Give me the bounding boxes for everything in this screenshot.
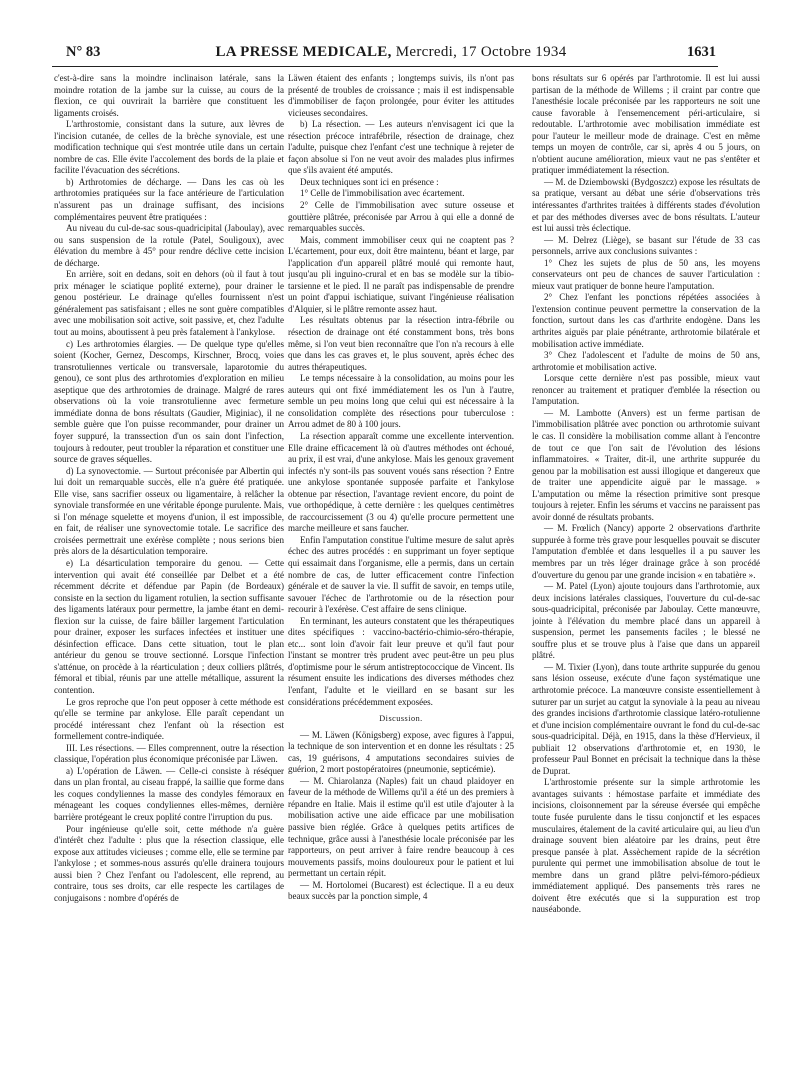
header-rule	[52, 66, 718, 67]
column-middle	[288, 73, 514, 1073]
paragraph: 2° Chez l'enfant les ponctions répétées associées à l'extension continue peuvent permettre la conservation de la fonction, surtout dans les cas d'arthrite endogène. Dans les arthrites aiguës par plaie pénétrante, arthrotomie bilatérale et mobilisation active immédiate.	[532, 292, 760, 349]
paragraph: — M. Tixier (Lyon), dans toute arthrite suppurée du genou sans lésion osseuse, exécute d'une façon systématique une arthrotomie précoce. La manœuvre consiste essentiellement à suturer par un surjet au catgut la synoviale à la peau au niveau des grandes incisions d'arthrotomie classique latéro-rotulienne et d'une incision complémentaire ouvrant le fond du cul-de-sac sous-quadricipital. Déjà, en 1915, dans la thèse d'Hervieux, il publiait 12 observations d'arthrotomie et, en 1930, le professeur Paul Bonnet en précisait la technique dans la thèse de Duprat.	[532, 661, 760, 776]
section-heading: Discussion.	[379, 714, 423, 724]
paragraph: Les résultats obtenus par la résection intra-fébrile ou résection de drainage ont été constamment bons, très bons même, si l'on veut bien reconnaître que l'on n'a recours à elle que dans les cas graves et, le plus souvent, après échec des autres thérapeutiques.	[288, 315, 514, 372]
paragraph: — M. Patel (Lyon) ajoute toujours dans l'arthrotomie, aux deux incisions latérales classiques, l'ouverture du cul-de-sac sous-quadricipital, préconisée par Jaboulay. Cette manœuvre, jointe à l'élévation du membre placé dans un appareil à suspension, permet les pansements faciles ; le blessé ne souffre plus et se trouve plus à l'aise que dans un appareil plâtré.	[532, 581, 760, 661]
paragraph: Deux techniques sont ici en présence :	[300, 176, 439, 187]
paragraph: d) La synovectomie. — Surtout préconisée par Albertin qui lui doit un remarquable succès, elle n'a guère été pratiquée. Elle vise, sans sacrifier osseux ou ligamentaire, à relâcher la synoviale transformée en une véritable éponge purulente. Mais, si l'on ménage squelette et moyens d'union, il est impossible, en fait, de réaliser une synovectomie totale. Le sacrifice des croisées permettrait une exérèse complète ; nous serions bien près alors de la désarticulation temporaire.	[54, 465, 284, 557]
paragraph: L'arthrostomie, consistant dans la suture, aux lèvres de l'incision cutanée, de celles de la brèche synoviale, est une modification technique qui s'est montrée utile dans un certain nombre de cas. Elle évite l'accolement des bords de la plaie et facilite l'évacuation des sécrétions.	[54, 119, 284, 176]
issue-number: N° 83	[66, 44, 101, 60]
paragraph: Au niveau du cul-de-sac sous-quadricipital (Jaboulay), avec ou sans suspension de la rotule (Patel, Souligoux), avec élévation du membre à 45° pour rendre déclive cette incision de décharge.	[54, 223, 284, 268]
paragraph: En terminant, les auteurs constatent que les thérapeutiques dites spécifiques : vaccino-bactério-chimio-séro-thérapie, etc... sont loin d'avoir fait leur preuve et qu'il faut pour l'instant se montrer très prudent avec peut-être un peu plus d'optimisme pour le sérum antistreptococcique de Vincent. Ils résument ensuite les indications des diverses méthodes chez l'enfant, l'adulte et le vieillard en se basant sur les considérations précédemment exposées.	[288, 615, 514, 707]
paragraph: Le temps nécessaire à la consolidation, au moins pour les auteurs qui ont fixé immédiatement les os l'un à l'autre, semble un peu moins long que celui qui est nécessaire à la consolidation complète des résections pour tuberculose : Arrou admet de 80 à 100 jours.	[288, 373, 514, 430]
paragraph: 3° Chez l'adolescent et l'adulte de moins de 50 ans, arthrotomie et mobilisation active.	[532, 350, 760, 372]
column-right	[532, 73, 760, 1073]
paragraph: bons résultats sur 6 opérés par l'arthrotomie. Il est lui aussi partisan de la méthode de Willems ; il craint par contre que l'anesthésie locale préconisée par les rapporteurs ne soit une cause favorable à l'ensemencement péri-articulaire, si redoutable. L'arthrotomie avec mobilisation immédiate est pour l'auteur le meilleur mode de drainage. C'est en même temps un moyen de contrôle, car si, après 4 ou 5 jours, on n'obtient aucune amélioration, mieux vaut ne pas s'entêter et pratiquer immédiatement la résection.	[532, 73, 760, 176]
paragraph: — M. Delrez (Liège), se basant sur l'étude de 33 cas personnels, arrive aux conclusions suivantes :	[532, 234, 760, 257]
paragraph: Läwen étaient des enfants ; longtemps suivis, ils n'ont pas présenté de troubles de croissance ; mais il est indispensable d'immobiliser de façon prolongée, pour éviter les attitudes vicieuses secondaires.	[288, 73, 514, 118]
paragraph: c) Les arthrotomies élargies. — De quelque type qu'elles soient (Kocher, Gernez, Descomps, Kirschner, Brocq, voies transrotuliennes verticale ou transversale, laparotomie du genou), ce sont plus des arthrotomies d'exploration en milieu aseptique que des arthrotomies de drainage. Malgré de rares observations où la voie transrotulienne avec fermeture immédiate donna de bons résultats (Gaudier, Miginiac), il ne semble guère que l'on puisse recommander, pour drainer un foyer suppuré, la transsection d'un os sain dont l'infection, toujours à redouter, peut troubler la réparation et constituer une source de graves séquelles.	[54, 338, 284, 465]
paragraph: Enfin l'amputation constitue l'ultime mesure de salut après échec des autres procédés : en supprimant un foyer septique qui essaimait dans l'organisme, elle a permis, dans un certain nombre de cas, de lutter efficacement contre l'infection générale et de sauver la vie. Il suffit de savoir, en temps utile, savouer l'échec de l'arthrotomie ou de la résection pour recourir à l'exérèse. C'est affaire de sens clinique.	[288, 534, 514, 615]
running-title	[66, 44, 716, 61]
paragraph: Pour ingénieuse qu'elle soit, cette méthode n'a guère d'intérêt chez l'adulte : plus que la résection classique, elle expose aux attitudes vicieuses ; comme elle, elle se termine par l'ankylose ; et sommes-nous assurés qu'elle drainera toujours aussi bien ? Chez l'enfant ou l'adolescent, elle reprend, au contraire, tous ses droits, car elle respecte les cartilages de conjugaisons : nombre d'opérés de	[54, 823, 284, 903]
paragraph: Lorsque cette dernière n'est pas possible, mieux vaut renoncer au traitement et pratiquer d'emblée la résection ou l'amputation.	[532, 373, 760, 407]
paragraph: e) La désarticulation temporaire du genou. — Cette intervention qui avait été conseillée par Delbet et a été récemment décrite et défendue par Papin (de Bordeaux) consiste en la section du ligament rotulien, la section suffisante des ligaments latéraux pour permettre, la jambe étant en demi-flexion sur la cuisse, de faire bâiller largement l'articulation pour drainer, exposer les surfaces infectées et instituer une désinfection efficace. Dans cette situation, tout le plan antérieur du genou se trouve sectionné. Lorsque l'infection s'atténue, on procède à la réarticulation ; deux colliers plâtrés, fémoral et tibial, réunis par une attelle métallique, assurent la contention.	[54, 557, 284, 695]
paragraph: — M. Läwen (Königsberg) expose, avec figures à l'appui, la technique de son intervention et en donne les résultats : 25 cas, 19 guérisons, 4 amputations secondaires suivies de guérion, 2 mort postopératoires (pneumonie, septicémie).	[288, 729, 514, 775]
paragraph: La résection apparaît comme une excellente intervention. Elle draine efficacement là où d'autres méthodes ont échoué, au prix, il est vrai, d'une ankylose. Mais les genoux gravement infectés n'y sont-ils pas souvent voués sans résection ? Entre une ankylose spontanée supposée parfaite et l'ankylose obtenue par résection, l'avantage revient encore, du point de vue orthopédique, à cette dernière : les quelques centimètres de raccourcissement (3 ou 4) qu'elle procure permettent une marche meilleure et sans faucher.	[288, 430, 514, 534]
journal-name: LA PRESSE MEDICALE,	[215, 44, 392, 60]
paragraph: — M. de Dziembowski (Bydgoszcz) expose les résultats de sa pratique, versant au débat une série d'observations très intéressantes d'arthrites traitées à différents stades d'évolution et par des méthodes diverses avec de bons résultats. L'auteur est lui aussi très éclectique.	[532, 176, 760, 234]
paragraph: En arrière, soit en dedans, soit en dehors (où il faut à tout prix ménager le sciatique poplité externe), pour drainer le genou postérieur. Le drainage qu'elles fournissent n'est généralement pas satisfaisant ; elles ne sont guère compatibles avec une mobilisation soit active, soit passive, et, chez l'adulte tout au moins, aboutissent à peu près fatalement à l'ankylose.	[54, 269, 284, 338]
paragraph: Le gros reproche que l'on peut opposer à cette méthode est qu'elle se termine par ankylose. Elle paraît cependant un procédé intéressant chez l'enfant où la résection est formellement contre-indiquée.	[54, 696, 284, 742]
column-left	[54, 73, 284, 1073]
paragraph: — M. Lambotte (Anvers) est un ferme partisan de l'immobilisation plâtrée avec ponction ou arthrotomie suivant le cas. Il considère la mobilisation comme allant à l'encontre de tout ce que l'on sait de l'évolution des lésions inflammatoires. « Traiter, dit-il, une arthrite suppurée du genou par la mobilisation est aussi illogique et dangereux que de traiter une appendicite aiguë par le massage. » L'amputation ou même la résection primitive sont presque toujours à rejeter. Enfin les sérums et vaccins ne paraissent pas avoir donné de résultats probants.	[532, 407, 760, 522]
paragraph: — M. Frœlich (Nancy) apporte 2 observations d'arthrite suppurée à forme très grave pour lesquelles pouvait se discuter l'amputation d'emblée et dans lesquelles il a pu sauver les membres par un très léger drainage grâce à son procédé d'ouverture du genou par une grande incision « en tabatière ».	[532, 523, 760, 580]
paragraph: a) L'opération de Läwen. — Celle-ci consiste à réséquer dans un plan frontal, au ciseau frappé, la saillie que forme dans les coques condyliennes la masse des condyles fémoraux en ménageant les coques condyliennes elles-mêmes, dernière barrière protégeant le creux poplité contre l'irruption du pus.	[54, 765, 284, 822]
paragraph: 1° Chez les sujets de plus de 50 ans, les moyens conservateurs ont peu de chances de sauver l'articulation : mieux vaut pratiquer de bonne heure l'amputation.	[532, 257, 760, 291]
paragraph: III. Les résections. — Elles comprennent, outre la résection classique, l'opération plus économique préconisée par Läwen.	[54, 742, 284, 765]
paragraph: — M. Chiarolanza (Naples) fait un chaud plaidoyer en faveur de la méthode de Willems qu'il a été un des premiers à répandre en Italie. Mais il estime qu'il est utile d'ajouter à la mobilisation active une aide efficace par une mobilisation passive bien réglée. Grâce à quelques petits artifices de technique, grâce aussi à l'anesthésie locale préconisée par les rapporteurs, on peut arriver à faire rendre beaucoup à ces mouvements passifs, moins douloureux pour le patient et lui permettant un certain répit.	[288, 775, 514, 879]
paragraph: L'arthrostomie présente sur la simple arthrotomie les avantages suivants : hémostase parfaite et immédiate des incisions, cloisonnement par la séreuse éversée qui empêche toute fusée purulente dans le tissu conjonctif et les espaces musculaires, étalement de la cavité articulaire qui, au lieu d'un drainage souvent bien aléatoire par les drains, peut être presque pansée à plat. Assèchement rapide de la sécrétion purulente qui permet une immobilisation absolue de tout le membre dans un grand plâtre pelvi-fémoro-pédieux immédiatement appliqué. Des pansements très rares ne doivent être exécutés que si la suppuration est trop nauséabonde.	[532, 777, 760, 915]
paragraph: b) La résection. — Les auteurs n'envisagent ici que la résection précoce intrafébrile, résection de drainage, chez l'adulte, puisque chez l'enfant c'est une technique à rejeter de façon absolue si l'on ne veut avoir des malades plus infirmes que s'ils avaient été amputés.	[288, 119, 514, 176]
paragraph: 2° Celle de l'immobilisation avec suture osseuse et gouttière plâtrée, préconisée par Arrou à qui elle a donné de remarquables succès.	[288, 200, 514, 234]
paragraph: — M. Hortolomei (Bucarest) est éclectique. Il a eu deux beaux succès par la ponction simple, 4	[288, 879, 514, 902]
page-number: 1631	[687, 44, 716, 60]
paragraph: 1° Celle de l'immobilisation avec écartement.	[300, 188, 465, 199]
page-header	[66, 44, 716, 66]
paragraph: b) Arthrotomies de décharge. — Dans les cas où les arthrotomies pratiquées sur la face antérieure de l'articulation n'assurent pas un drainage suffisant, des incisions complémentaires peuvent être pratiquées :	[54, 176, 284, 222]
paragraph: Mais, comment immobiliser ceux qui ne coaptent pas ? L'écartement, pour eux, doit être maintenu, béant et large, par l'application d'un appareil plâtré moulé qui remonte haut, jusqu'au pli inguino-crural et en bas se modèle sur la tibio-tarsienne et le pied. Il ne paraît pas indispensable de prendre un point d'appui ischiatique, suivant l'ingénieuse réalisation d'Alquier, si le plâtre remonte assez haut.	[288, 234, 514, 314]
issue-date: Mercredi, 17 Octobre 1934	[395, 44, 567, 60]
paragraph: c'est-à-dire sans la moindre inclinaison latérale, sans la moindre rotation de la jambe sur la cuisse, au cours de la flexion, ce qui ouvrirait la barrière que constituent les ligaments croisés.	[54, 73, 284, 118]
